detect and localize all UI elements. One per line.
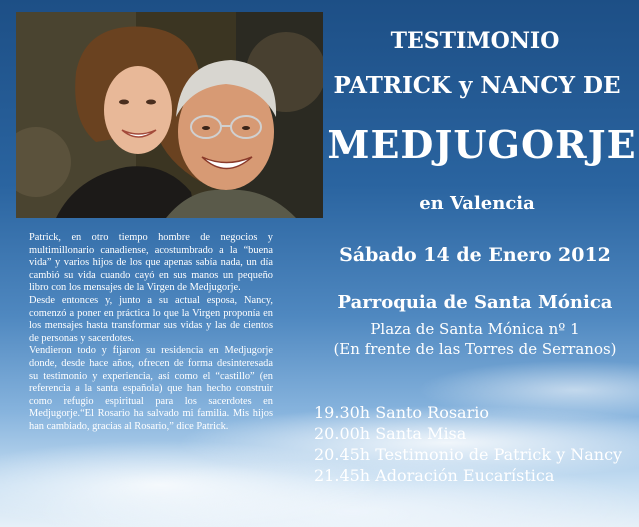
title-city: en Valencia [419, 193, 535, 214]
event-location-note: (En frente de las Torres de Serranos) [333, 340, 617, 358]
schedule-item: 21.45h Adoración Eucarística [314, 466, 555, 485]
event-address: Plaza de Santa Mónica nº 1 [370, 320, 580, 338]
testimony-description [29, 232, 273, 434]
schedule-item: 20.45h Testimonio de Patrick y Nancy [314, 445, 623, 464]
event-schedule [314, 402, 636, 486]
event-date: Sábado 14 de Enero 2012 [339, 244, 611, 266]
paragraph-intro: Patrick, en otro tiempo hombre de negocios y multimillonario canadiense, acostumbrado a la “buena vida” y varios hijos de los que apenas sabía nada, un día cambió su vida cuando cayó en sus manos un pequeño libro con los mensajes de la Virgen de Medjugorje. [29, 232, 273, 294]
event-venue: Parroquia de Santa Mónica [337, 292, 613, 313]
paragraph-conversion: Desde entonces y, junto a su actual esposa, Nancy, comenzó a poner en práctica lo que la Virgen proponía en los mensajes hasta transformar sus vidas y las de cientos de personas y sacerdotes. [29, 294, 273, 344]
photo-illustration [16, 12, 323, 218]
couple-photo [16, 12, 323, 218]
title-medjugorje: MEDJUGORJE [327, 122, 637, 167]
paragraph-residence: Vendieron todo y fijaron su residencia en Medjugorje donde, desde hace años, ofrecen de forma desinteresada su testimonio y experiencia, así como el “castillo” (en referencia a la santa española) que han hecho construir como refugio espiritual para los sacerdotes en Medjugorje.“El Rosario ha salvado mi familia. Mis hijos han cambiado, gracias al Rosario,” dice Patrick. [29, 345, 273, 432]
title-names: PATRICK y NANCY DE [333, 72, 621, 99]
schedule-item: 19.30h Santo Rosario [314, 403, 489, 422]
schedule-item: 20.00h Santa Misa [314, 424, 467, 443]
title-testimonio: TESTIMONIO [390, 28, 560, 54]
